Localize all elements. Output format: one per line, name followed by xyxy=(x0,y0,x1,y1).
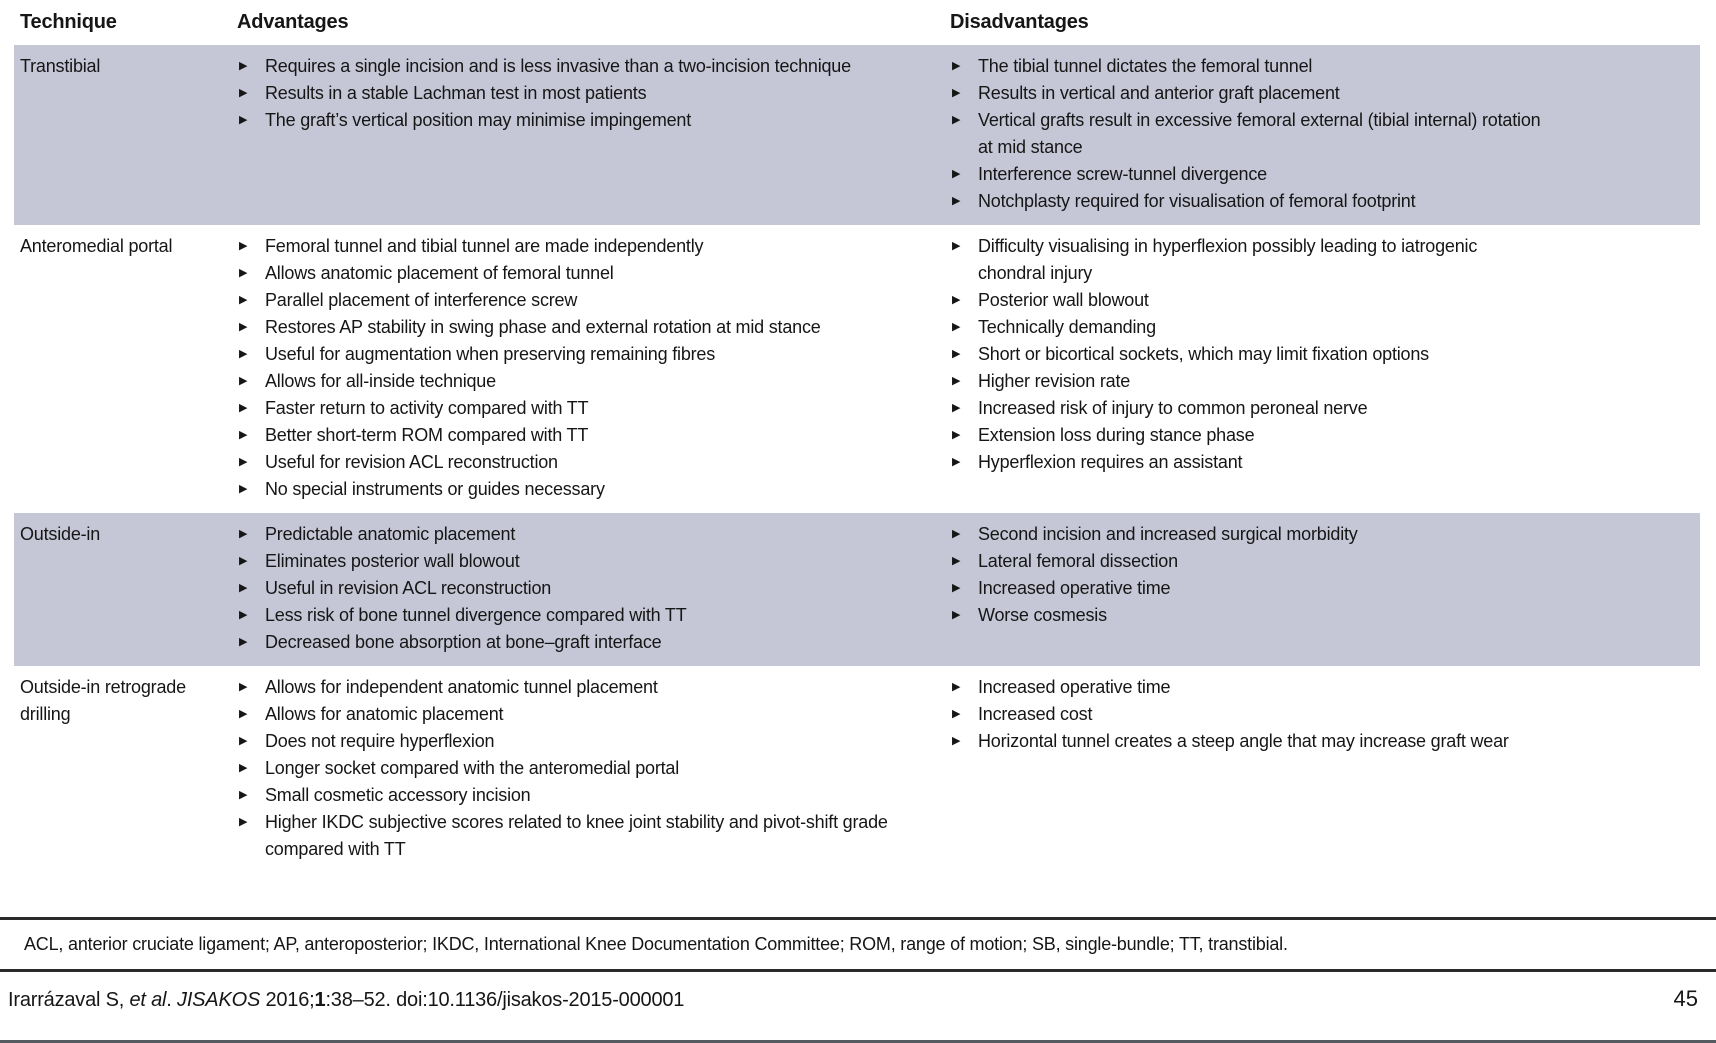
bullet-text: Restores AP stability in swing phase and external rotation at mid stance xyxy=(265,317,821,337)
bullet-triangle-icon: ▶ xyxy=(239,429,248,441)
citation-row xyxy=(0,972,1716,1012)
advantages-list xyxy=(237,674,950,863)
bullet-triangle-icon: ▶ xyxy=(952,60,961,72)
bullet-triangle-icon: ▶ xyxy=(239,528,248,540)
bullet-text: Increased operative time xyxy=(978,578,1171,598)
bullet-item xyxy=(237,341,950,368)
bullet-triangle-icon: ▶ xyxy=(952,681,961,693)
table-row xyxy=(14,513,1700,666)
bullet-triangle-icon: ▶ xyxy=(239,789,248,801)
bullet-triangle-icon: ▶ xyxy=(952,609,961,621)
bullet-triangle-icon: ▶ xyxy=(952,708,961,720)
bullet-item xyxy=(237,449,950,476)
bullet-item xyxy=(950,107,1548,161)
bullet-item xyxy=(237,80,950,107)
bullet-item xyxy=(237,782,950,809)
bullet-triangle-icon: ▶ xyxy=(239,609,248,621)
bullet-text: The tibial tunnel dictates the femoral tunnel xyxy=(978,56,1313,76)
bullet-text: Extension loss during stance phase xyxy=(978,425,1255,445)
table-row xyxy=(14,666,1700,873)
disadvantages-list xyxy=(950,233,1700,503)
bullet-item xyxy=(237,728,950,755)
bullet-triangle-icon: ▶ xyxy=(239,708,248,720)
page-number: 45 xyxy=(1673,986,1698,1011)
bullet-triangle-icon: ▶ xyxy=(239,114,248,126)
bullet-item xyxy=(237,755,950,782)
bullet-triangle-icon: ▶ xyxy=(239,87,248,99)
bullet-item xyxy=(237,476,950,503)
bullet-item xyxy=(950,233,1548,287)
bullet-text: Does not require hyperflexion xyxy=(265,731,495,751)
bullet-item xyxy=(950,548,1548,575)
bullet-item xyxy=(950,368,1548,395)
bullet-text: Increased operative time xyxy=(978,677,1171,697)
bullet-text: Notchplasty required for visualisation of femoral footprint xyxy=(978,191,1416,211)
advantages-list xyxy=(237,233,950,503)
bullet-item xyxy=(237,521,950,548)
bullet-text: Lateral femoral dissection xyxy=(978,551,1178,571)
citation-segment: :38–52. doi:10.1136/jisakos-2015-000001 xyxy=(325,989,685,1011)
citation-segment: 1 xyxy=(314,989,326,1011)
bullet-item xyxy=(950,422,1548,449)
bullet-item xyxy=(950,53,1548,80)
bullet-triangle-icon: ▶ xyxy=(952,114,961,126)
bullet-item xyxy=(237,395,950,422)
bullet-triangle-icon: ▶ xyxy=(952,294,961,306)
bullet-text: Femoral tunnel and tibial tunnel are made independently xyxy=(265,236,704,256)
technique-cell: Transtibial xyxy=(20,56,101,76)
bullet-text: Posterior wall blowout xyxy=(978,290,1149,310)
technique-cell: Outside-in xyxy=(20,524,101,544)
bullet-triangle-icon: ▶ xyxy=(952,402,961,414)
bullet-item xyxy=(950,188,1548,215)
bullet-item xyxy=(237,422,950,449)
advantages-list xyxy=(237,53,950,215)
bullet-triangle-icon: ▶ xyxy=(952,168,961,180)
bullet-text: Allows anatomic placement of femoral tunnel xyxy=(265,263,614,283)
citation xyxy=(8,989,684,1012)
bullet-item xyxy=(950,287,1548,314)
bullet-text: Results in a stable Lachman test in most patients xyxy=(265,83,647,103)
bullet-triangle-icon: ▶ xyxy=(952,582,961,594)
bullet-text: Allows for anatomic placement xyxy=(265,704,504,724)
bullet-text: Useful in revision ACL reconstruction xyxy=(265,578,552,598)
bullet-text: Horizontal tunnel creates a steep angle that may increase graft wear xyxy=(978,731,1509,751)
bullet-triangle-icon: ▶ xyxy=(239,348,248,360)
table-body xyxy=(0,45,1716,873)
bullet-text: Results in vertical and anterior graft placement xyxy=(978,83,1340,103)
technique-cell: Outside-in retrograde drilling xyxy=(20,677,186,724)
bullet-text: Increased cost xyxy=(978,704,1093,724)
bullet-triangle-icon: ▶ xyxy=(239,402,248,414)
bullet-text: Useful for augmentation when preserving remaining fibres xyxy=(265,344,716,364)
bullet-item xyxy=(950,701,1548,728)
bullet-item xyxy=(237,629,950,656)
bullet-item xyxy=(950,728,1548,755)
bullet-item xyxy=(237,548,950,575)
bullet-text: Interference screw-tunnel divergence xyxy=(978,164,1267,184)
bullet-item xyxy=(950,314,1548,341)
bullet-triangle-icon: ▶ xyxy=(952,240,961,252)
citation-segment: et al xyxy=(129,989,167,1011)
bullet-item xyxy=(950,80,1548,107)
citation-segment: . xyxy=(166,989,178,1011)
table-row xyxy=(14,45,1700,225)
column-header-disadvantages: Disadvantages xyxy=(950,11,1089,33)
bullet-triangle-icon: ▶ xyxy=(952,321,961,333)
bullet-text: Less risk of bone tunnel divergence compared with TT xyxy=(265,605,687,625)
table-header xyxy=(14,0,1700,45)
disadvantages-list xyxy=(950,521,1700,656)
column-header-technique: Technique xyxy=(20,11,117,33)
citation-segment: Irarrázaval S, xyxy=(8,989,130,1011)
bullet-text: Parallel placement of interference screw xyxy=(265,290,578,310)
bullet-text: Difficulty visualising in hyperflexion possibly leading to iatrogenic chondral injury xyxy=(978,236,1478,283)
bullet-text: Eliminates posterior wall blowout xyxy=(265,551,520,571)
bullet-triangle-icon: ▶ xyxy=(239,816,248,828)
bullet-triangle-icon: ▶ xyxy=(239,60,248,72)
bullet-triangle-icon: ▶ xyxy=(952,528,961,540)
bullet-triangle-icon: ▶ xyxy=(239,240,248,252)
bullet-item xyxy=(950,521,1548,548)
bullet-text: Hyperflexion requires an assistant xyxy=(978,452,1243,472)
bullet-item xyxy=(237,368,950,395)
bullet-triangle-icon: ▶ xyxy=(239,294,248,306)
bullet-triangle-icon: ▶ xyxy=(239,555,248,567)
bullet-text: Useful for revision ACL reconstruction xyxy=(265,452,558,472)
bullet-item xyxy=(237,701,950,728)
bullet-item xyxy=(950,674,1548,701)
bullet-text: Allows for independent anatomic tunnel placement xyxy=(265,677,658,697)
bullet-text: Predictable anatomic placement xyxy=(265,524,516,544)
bullet-triangle-icon: ▶ xyxy=(952,735,961,747)
bullet-item xyxy=(950,602,1548,629)
advantages-list xyxy=(237,521,950,656)
bullet-triangle-icon: ▶ xyxy=(239,762,248,774)
bullet-item xyxy=(950,575,1548,602)
bullet-item xyxy=(237,233,950,260)
disadvantages-list xyxy=(950,53,1700,215)
bullet-triangle-icon: ▶ xyxy=(952,348,961,360)
technique-cell: Anteromedial portal xyxy=(20,236,173,256)
bullet-text: Faster return to activity compared with TT xyxy=(265,398,589,418)
bullet-triangle-icon: ▶ xyxy=(952,195,961,207)
bullet-item xyxy=(950,341,1548,368)
bullet-triangle-icon: ▶ xyxy=(239,681,248,693)
bullet-text: Decreased bone absorption at bone–graft interface xyxy=(265,632,662,652)
bullet-item xyxy=(237,809,950,863)
bullet-item xyxy=(237,602,950,629)
bullet-item xyxy=(237,53,950,80)
bullet-item xyxy=(237,287,950,314)
citation-segment: 2016; xyxy=(260,989,315,1011)
bullet-triangle-icon: ▶ xyxy=(239,267,248,279)
bullet-triangle-icon: ▶ xyxy=(239,582,248,594)
bullet-triangle-icon: ▶ xyxy=(239,456,248,468)
bullet-text: Worse cosmesis xyxy=(978,605,1107,625)
bullet-item xyxy=(237,314,950,341)
bullet-text: Better short-term ROM compared with TT xyxy=(265,425,589,445)
table-row xyxy=(14,225,1700,513)
bullet-triangle-icon: ▶ xyxy=(239,321,248,333)
bullet-triangle-icon: ▶ xyxy=(239,636,248,648)
bullet-text: Vertical grafts result in excessive femoral external (tibial internal) rotation at mid stance xyxy=(978,110,1541,157)
bullet-text: Higher IKDC subjective scores related to knee joint stability and pivot-shift grade compared with TT xyxy=(265,812,888,859)
bullet-triangle-icon: ▶ xyxy=(952,87,961,99)
bullet-triangle-icon: ▶ xyxy=(952,429,961,441)
bullet-triangle-icon: ▶ xyxy=(952,456,961,468)
bullet-text: Higher revision rate xyxy=(978,371,1131,391)
bullet-triangle-icon: ▶ xyxy=(239,375,248,387)
bullet-triangle-icon: ▶ xyxy=(952,375,961,387)
disadvantages-list xyxy=(950,674,1700,863)
bullet-item xyxy=(237,260,950,287)
bullet-triangle-icon: ▶ xyxy=(239,483,248,495)
bullet-triangle-icon: ▶ xyxy=(952,555,961,567)
bullet-text: Allows for all-inside technique xyxy=(265,371,496,391)
bullet-item xyxy=(237,575,950,602)
bullet-text: The graft’s vertical position may minimise impingement xyxy=(265,110,692,130)
bullet-text: Small cosmetic accessory incision xyxy=(265,785,531,805)
bullet-text: Increased risk of injury to common peroneal nerve xyxy=(978,398,1368,418)
bullet-text: Second incision and increased surgical morbidity xyxy=(978,524,1358,544)
bullet-item xyxy=(237,107,950,134)
bullet-item xyxy=(237,674,950,701)
abbreviations-note: ACL, anterior cruciate ligament; AP, anteroposterior; IKDC, International Knee Documentation Committee; ROM, range of motion; SB, single-bundle; TT, transtibial. xyxy=(24,934,1288,954)
bullet-text: Requires a single incision and is less invasive than a two-incision technique xyxy=(265,56,851,76)
bullet-text: Technically demanding xyxy=(978,317,1156,337)
bullet-item xyxy=(950,395,1548,422)
citation-segment: JISAKOS xyxy=(177,989,261,1011)
bullet-text: No special instruments or guides necessary xyxy=(265,479,605,499)
column-header-advantages: Advantages xyxy=(237,11,349,33)
bullet-text: Longer socket compared with the anteromedial portal xyxy=(265,758,680,778)
bullet-item xyxy=(950,449,1548,476)
bullet-triangle-icon: ▶ xyxy=(239,735,248,747)
bullet-text: Short or bicortical sockets, which may limit fixation options xyxy=(978,344,1429,364)
bullet-item xyxy=(950,161,1548,188)
